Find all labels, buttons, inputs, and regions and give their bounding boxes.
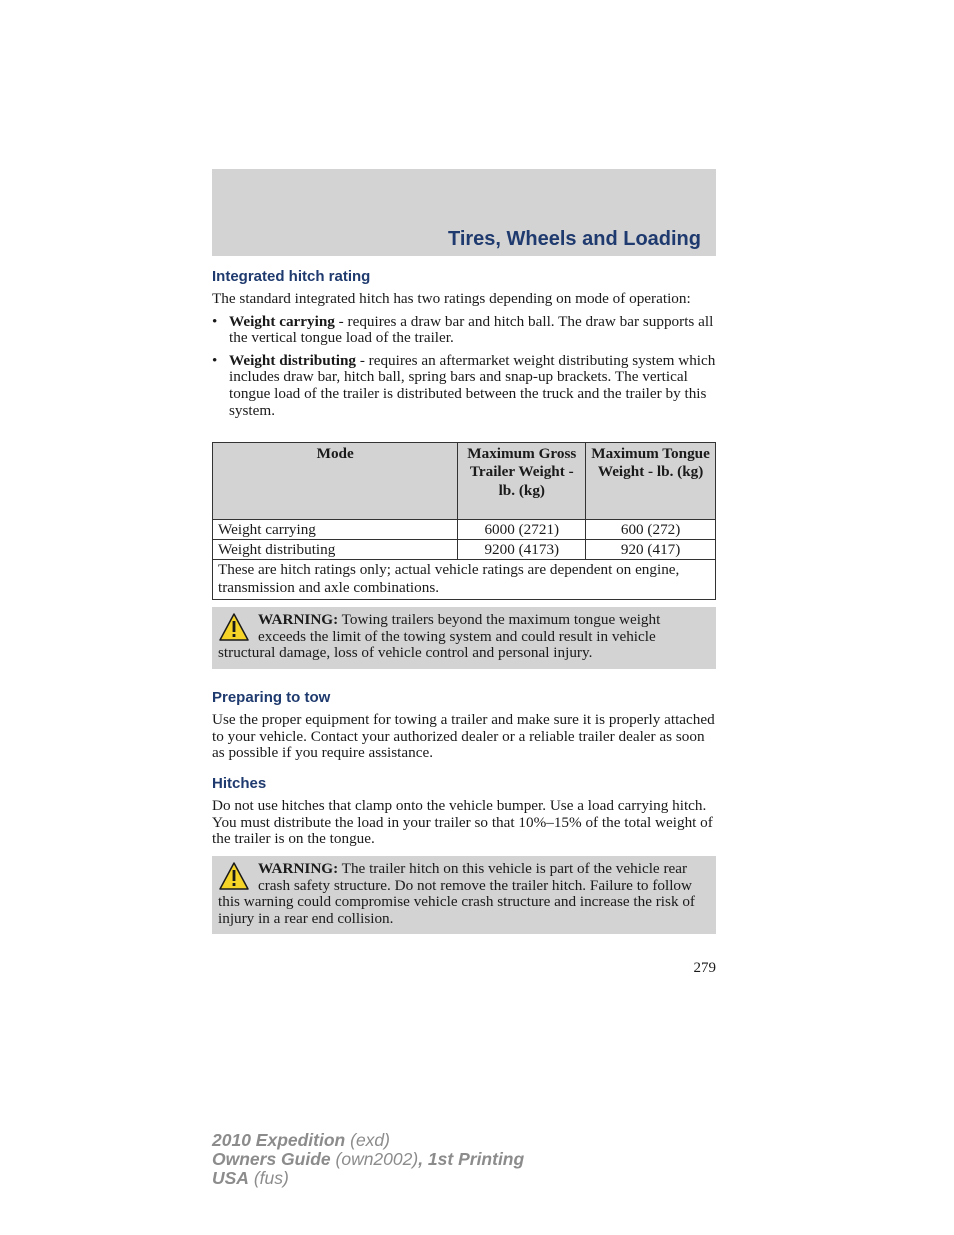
footer-line [212, 1131, 524, 1150]
warning-box [212, 607, 716, 669]
bullet-dot: • [212, 312, 218, 330]
paragraph: The standard integrated hitch has two ratings depending on mode of operation: [212, 290, 691, 307]
header-band [212, 169, 716, 256]
paragraph: Use the proper equipment for towing a trailer and make sure it is properly attached to your vehicle. Contact your authorized dealer or a reliable trailer dealer as soon as possible if you require assistance. [212, 711, 715, 762]
table-header-row [213, 443, 716, 520]
table-row [213, 520, 716, 540]
table-cell: Weight distributing [213, 540, 458, 560]
footer-market: USA [212, 1168, 249, 1188]
warning-label: WARNING: [258, 611, 339, 628]
footer [212, 1131, 524, 1188]
column-header: Maximum Tongue Weight - lb. (kg) [586, 443, 716, 520]
warning-label: WARNING: [258, 860, 339, 877]
footer-line [212, 1169, 524, 1188]
section-heading: Integrated hitch rating [212, 268, 371, 285]
table-cell: 920 (417) [586, 540, 716, 560]
section-hitch-rating [212, 268, 716, 419]
column-header: Mode [213, 443, 458, 520]
warning-box [212, 856, 716, 934]
column-header: Maximum Gross Trailer Weight - lb. (kg) [458, 443, 586, 520]
table-note: These are hitch ratings only; actual vehicle ratings are dependent on engine, transmission and axle combinations. [213, 560, 716, 600]
hitch-ratings-table [212, 442, 716, 600]
table-note-row [213, 560, 716, 600]
section-heading: Preparing to tow [212, 689, 331, 706]
table-cell: 9200 (4173) [458, 540, 586, 560]
paragraph: Do not use hitches that clamp onto the vehicle bumper. Use a load carrying hitch. You must distribute the load in your trailer so that 10%–15% of the total weight of the trailer is on the tongue. [212, 797, 713, 848]
bullet-item [212, 314, 716, 347]
footer-model: 2010 Expedition [212, 1130, 346, 1150]
table-cell: Weight carrying [213, 520, 458, 540]
warning-text: The trailer hitch on this vehicle is part of the vehicle rear crash safety structure. Do not remove the trailer hitch. Failure to follow this warning could compromise vehicle crash structure and increase the risk of injury in a rear end collision. [218, 860, 695, 927]
section-hitches [212, 775, 716, 848]
section-heading: Hitches [212, 775, 267, 792]
footer-guide: Owners Guide [212, 1149, 331, 1169]
bullet-text: - requires an aftermarket weight distributing system which includes draw bar, hitch ball, spring bars and snap-up brackets. The vertical tongue load of the trailer is distributed between the truck and the trailer by this system. [229, 351, 716, 419]
warning-text: Towing trailers beyond the maximum tongue weight exceeds the limit of the towing system and could result in vehicle structural damage, loss of vehicle control and personal injury. [218, 611, 661, 662]
bullet-term: Weight carrying [229, 312, 335, 330]
section-preparing-to-tow [212, 689, 716, 762]
table-cell: 6000 (2721) [458, 520, 586, 540]
bullet-text: - requires a draw bar and hitch ball. The draw bar supports all the vertical tongue load of the trailer. [229, 312, 714, 347]
footer-line [212, 1150, 524, 1169]
bullet-term: Weight distributing [229, 351, 357, 369]
page-title: Tires, Wheels and Loading [447, 228, 701, 250]
page-number: 279 [693, 960, 716, 976]
bullet-dot: • [212, 351, 218, 369]
footer-market-code: (fus) [248, 1168, 289, 1188]
bullet-item [212, 353, 716, 419]
table-row [213, 540, 716, 560]
warning-triangle-icon [218, 861, 250, 891]
footer-printing: , 1st Printing [418, 1149, 525, 1169]
table-cell: 600 (272) [586, 520, 716, 540]
warning-triangle-icon [218, 612, 250, 642]
footer-guide-code: (own2002) [330, 1149, 419, 1169]
footer-model-code: (exd) [345, 1130, 390, 1150]
